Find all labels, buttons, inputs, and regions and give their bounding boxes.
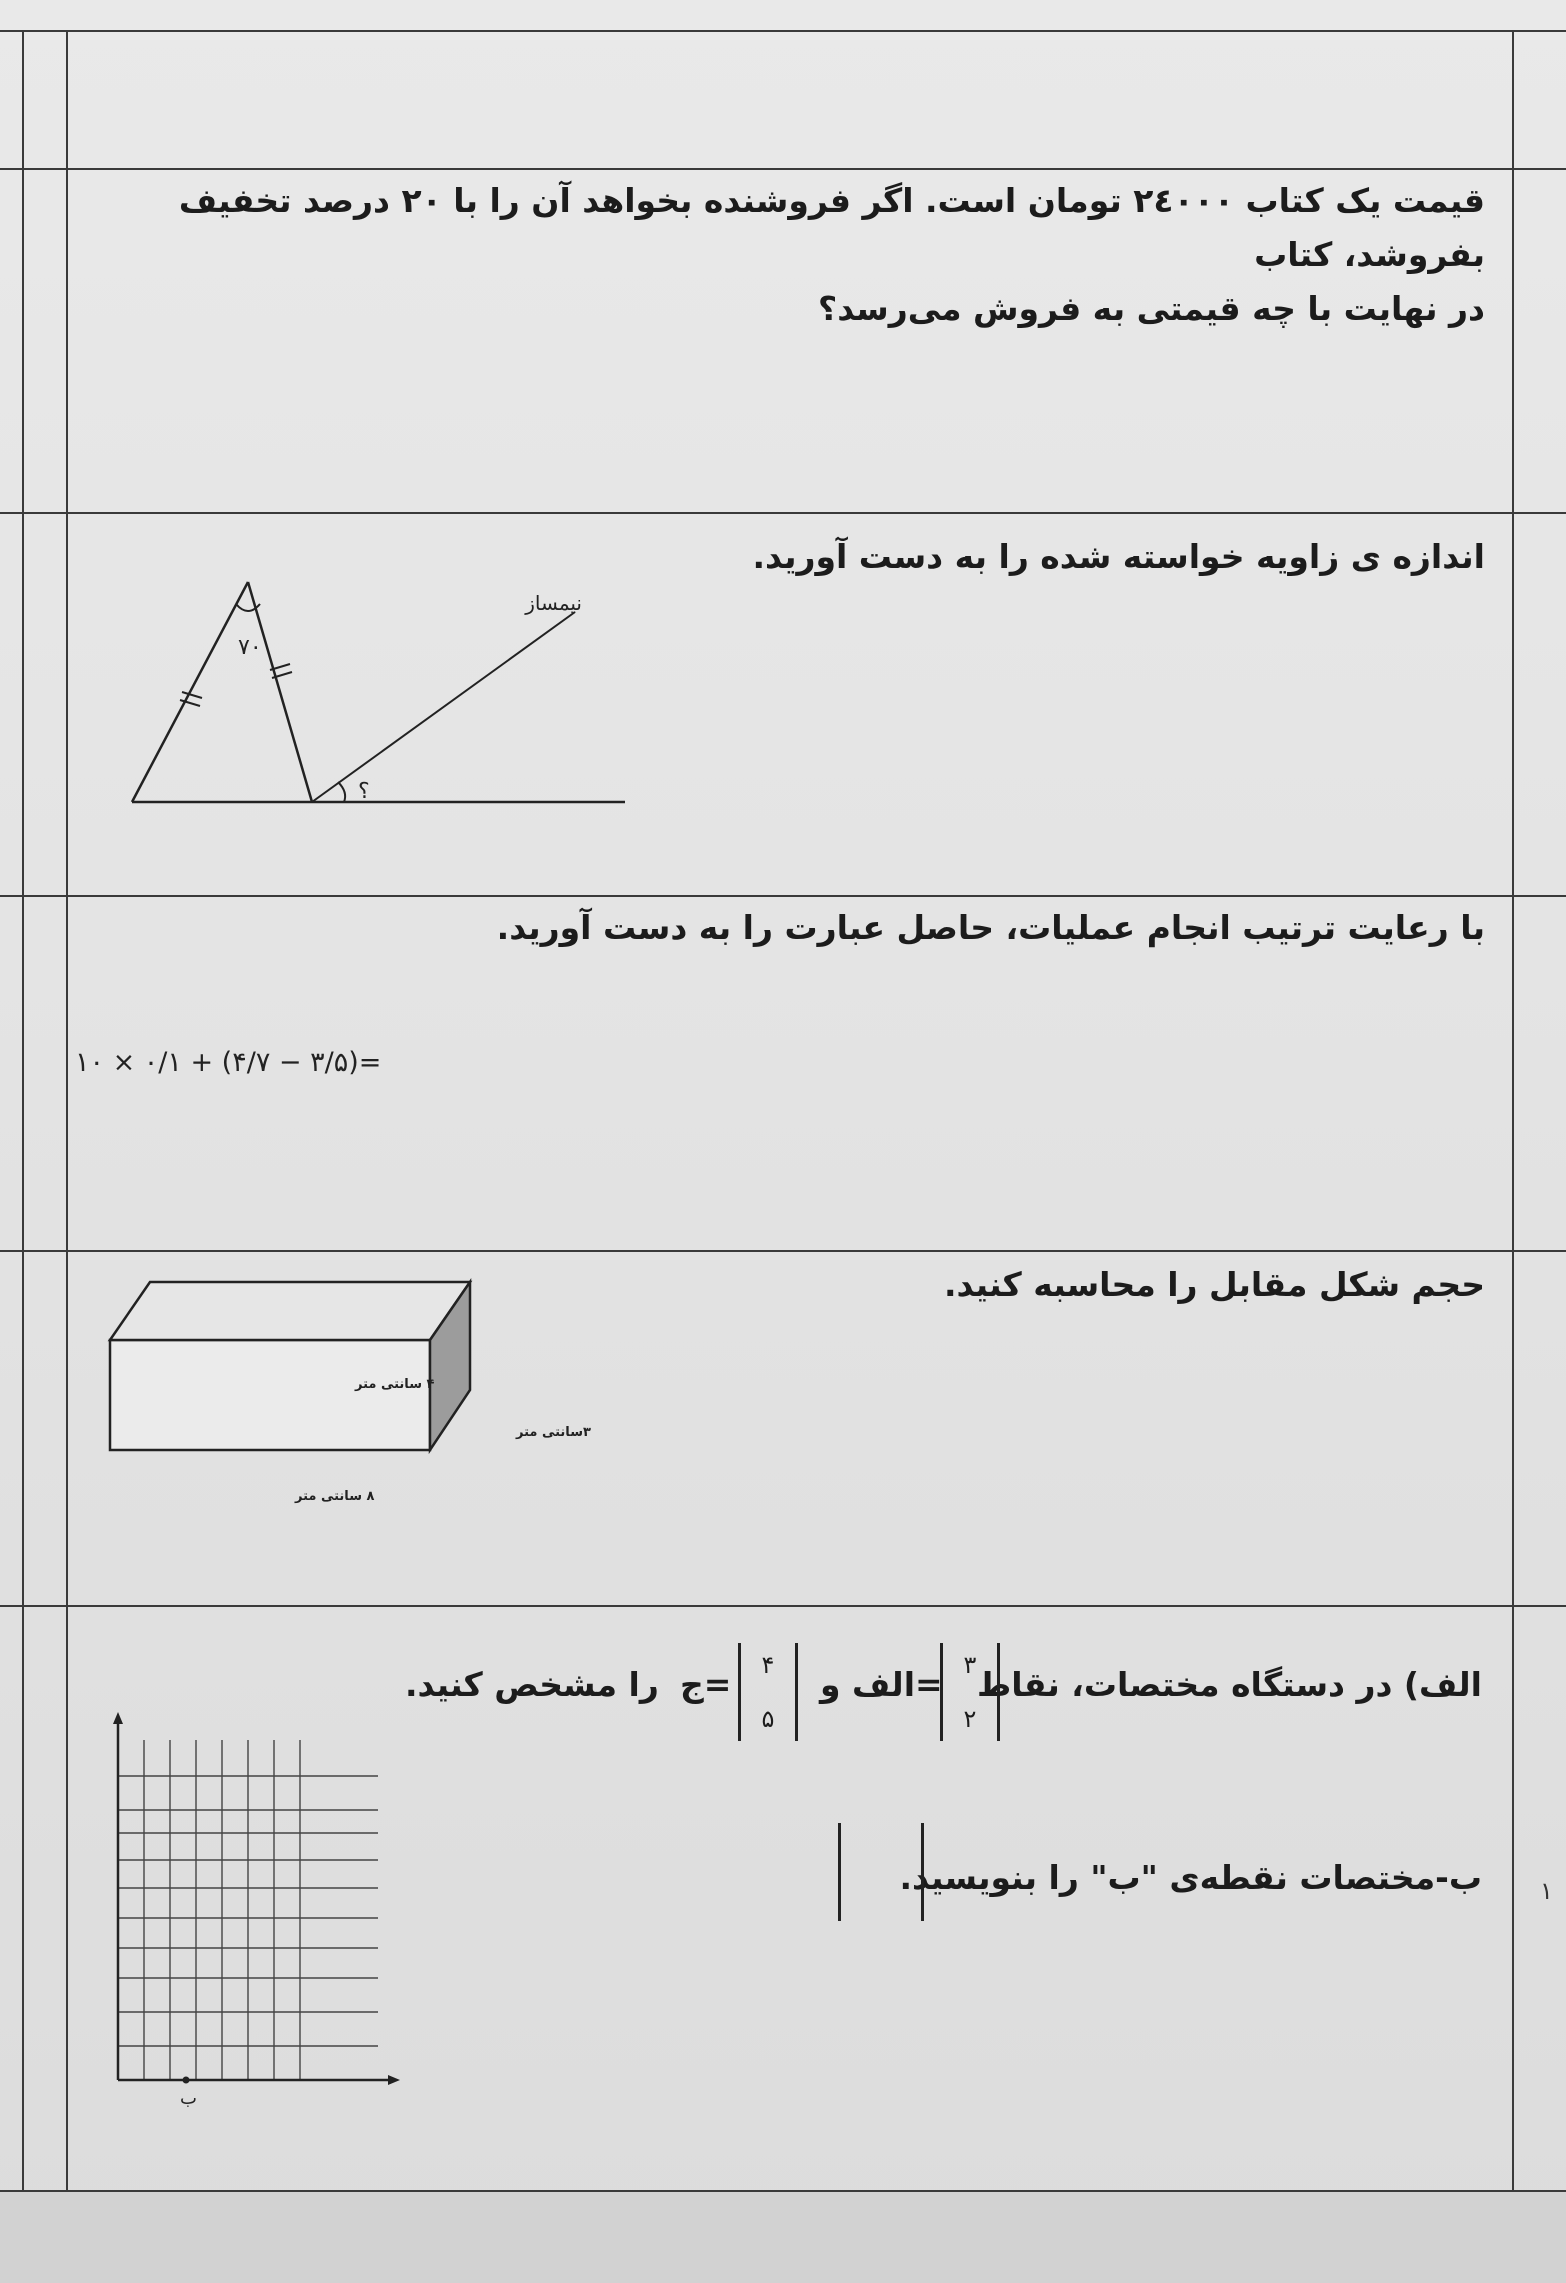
page-bottom-margin	[0, 2190, 1566, 2283]
question-5	[60, 1605, 1553, 2190]
question-1-text	[65, 174, 1485, 336]
question-3	[60, 895, 1515, 1250]
point-a-vector	[940, 1643, 1000, 1741]
length-label: ۸ سانتی متر	[295, 1489, 375, 1504]
depth-label: ۳سانتی متر	[516, 1425, 591, 1440]
cuboid-figure	[100, 1270, 591, 1530]
point-a-x: ۳	[963, 1651, 977, 1679]
point-a-y: ۲	[963, 1705, 977, 1733]
question-2-text: اندازه ی زاویه خواسته شده را به دست آورید.	[752, 537, 1485, 576]
question-4-text: حجم شکل مقابل را محاسبه کنید.	[944, 1265, 1485, 1304]
question-2	[60, 512, 1515, 895]
point-c-y: ۵	[761, 1705, 775, 1733]
part-a-suffix: را مشخص کنید.	[405, 1665, 659, 1704]
question-4	[60, 1250, 1515, 1605]
row-number: ۱	[1540, 1877, 1553, 1905]
top-border	[0, 30, 1566, 32]
question-1-line-2: در نهایت با چه قیمتی به فروش می‌رسد؟	[818, 289, 1485, 328]
row-divider-6	[0, 2190, 1566, 2192]
unknown-angle-mark: ؟	[358, 779, 370, 804]
question-1	[60, 168, 1515, 512]
left-border-outer	[22, 30, 24, 2190]
point-a-label: =الف و	[820, 1665, 943, 1704]
triangle-bisector-figure	[120, 552, 680, 872]
coordinate-grid	[100, 1700, 440, 2120]
answer-bracket[interactable]	[838, 1823, 924, 1921]
point-c-vector	[738, 1643, 798, 1741]
question-3-text: با رعایت ترتیب انجام عملیات، حاصل عبارت را به دست آورید.	[496, 908, 1485, 947]
part-b-text: ب-مختصات نقطه‌ی "ب" را بنویسید.	[899, 1858, 1482, 1897]
bisector-label: نیمساز	[525, 591, 582, 615]
expression: ۱۰ × ۰/۱ + (۴/۷ − ۳/۵)=	[75, 1047, 382, 1078]
question-1-line-1: قیمت یک کتاب ۲٤۰۰۰ تومان است. اگر فروشنده بخواهد آن را با ۲۰ درصد تخفیف بفروشد، کتاب	[178, 181, 1485, 274]
part-a-prefix: الف) در دستگاه مختصات، نقاط	[977, 1665, 1482, 1704]
point-c-label: =ج	[680, 1665, 732, 1704]
point-b-label: ب	[180, 2088, 197, 2109]
point-c-x: ۴	[761, 1651, 775, 1679]
apex-angle-label: ۷۰	[238, 635, 262, 660]
height-label: ۴ سانتی متر	[355, 1377, 435, 1392]
